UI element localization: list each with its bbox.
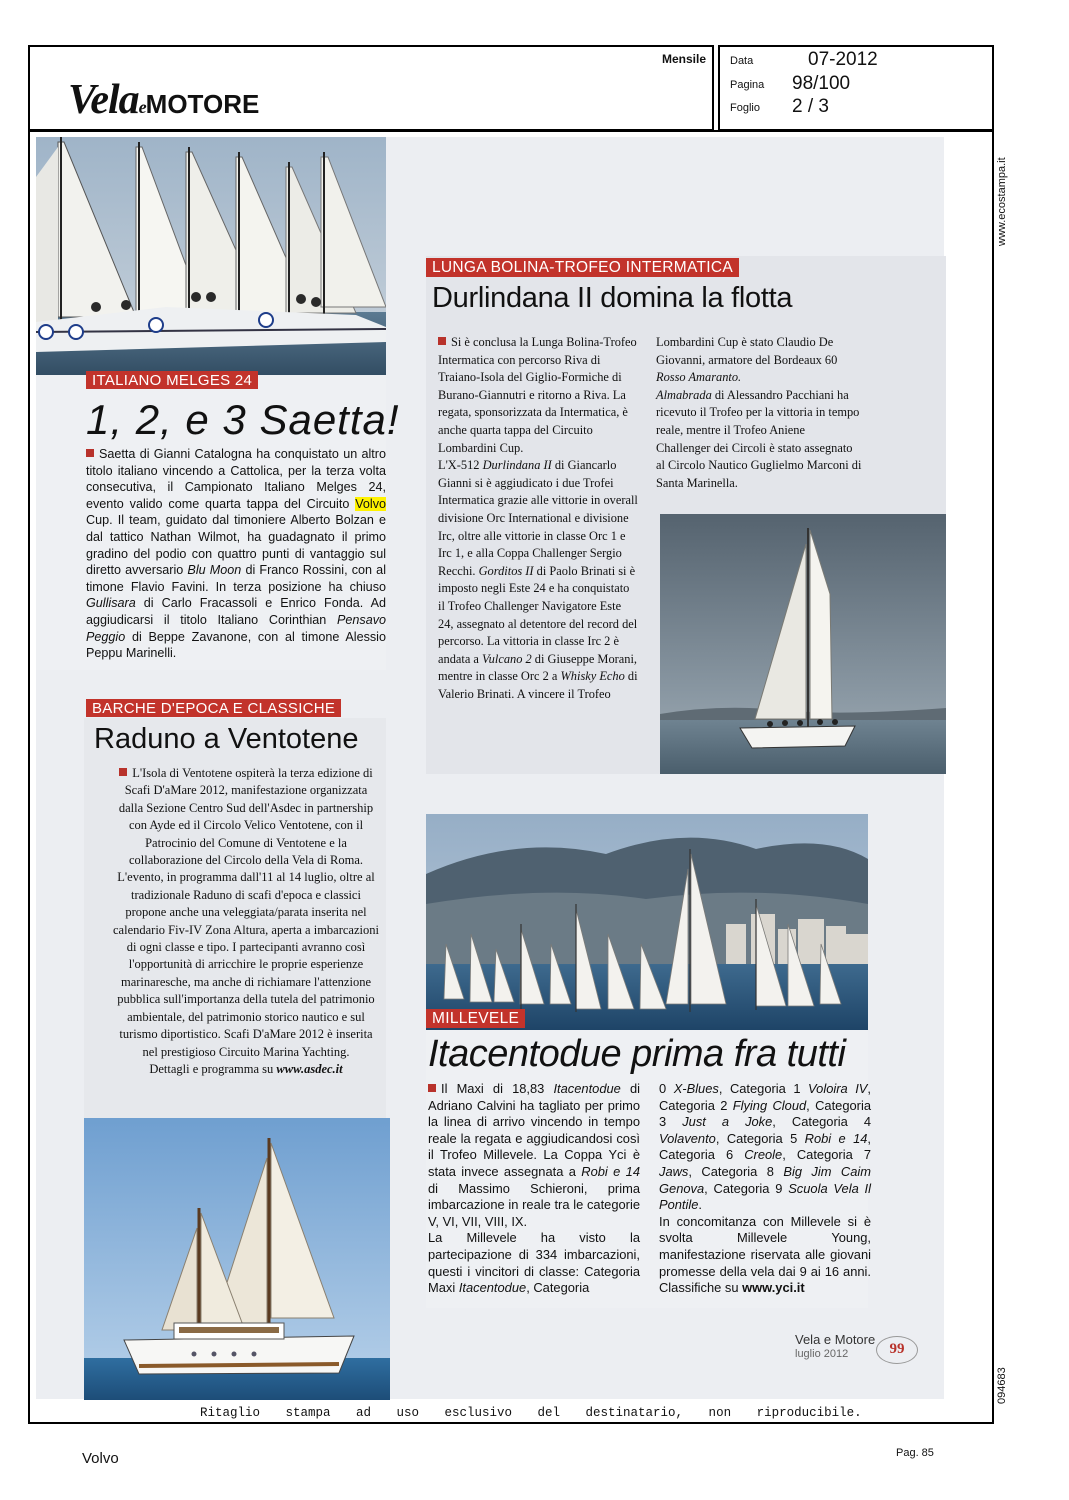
bolina-col2-text-1: Lombardini Cup è stato Claudio De Giovanni, armatore del Bordeaux 60 xyxy=(656,335,838,367)
date-label: Data xyxy=(730,55,754,67)
bolina-col1 xyxy=(438,334,638,703)
boat-name: Gorditos II xyxy=(478,563,534,578)
millevele-col2-text: , Categoria 1 xyxy=(718,1081,809,1096)
boat-name: Gullisara xyxy=(86,596,136,611)
millevele-col1-text-3: di Massimo Schieroni, prima imbarcazione in reale tra le categorie V, VI, VII, VIII, IX. xyxy=(428,1180,640,1229)
boat-name: Durlindana II xyxy=(482,458,552,473)
melges-text-2: Cup. Il team, guidato dal timoniere Alberto Bolzan e dal tattico Nathan Wilmot, ha guadagnato il primo gradino del podio con quattro punti di vantaggio sul diretto avversario xyxy=(86,513,386,578)
ketch-photo xyxy=(84,1118,390,1400)
bullet-square-icon xyxy=(428,1084,436,1092)
bullet-square-icon xyxy=(119,768,127,776)
magazine-page-number: 99 xyxy=(876,1336,918,1364)
melges-body xyxy=(86,446,386,662)
logo-motore: MOTORE xyxy=(145,89,260,119)
boat-name: Just a Joke xyxy=(682,1114,773,1130)
millevele-col2-text: , Categoria 2 xyxy=(659,1081,871,1113)
durlindana-photo xyxy=(660,514,946,774)
millevele-photo xyxy=(426,814,868,1030)
boat-name: Flying Cloud xyxy=(732,1097,807,1113)
masthead-logo xyxy=(68,76,259,124)
page-value: 98/100 xyxy=(792,73,851,94)
epoca-body xyxy=(113,765,379,1078)
millevele-col1-text-4: La Millevele ha visto la partecipazione di 334 imbarcazioni, questi i vincitori di classe: Categoria Maxi xyxy=(428,1230,640,1296)
epoca-text-3: Dettagli e programma su xyxy=(149,1061,277,1076)
boat-name: Voloira IV xyxy=(808,1081,868,1096)
millevele-col2-text: In concomitanza con Millevele si è svolta Millevele Young, manifestazione riservata alle giovani promesse della vela dai 9 ai 16 anni. Classifiche su xyxy=(659,1213,871,1296)
boat-name: Scuola Vela Il Pontile xyxy=(659,1180,871,1213)
melges-text-5: di Beppe Zavanone, con al timone Alessio Peppu Marinelli. xyxy=(86,629,386,661)
side-code: 094683 xyxy=(996,1367,1008,1404)
epoca-text-1: L'Isola di Ventotene ospiterà la terza edizione di Scafi D'aMare 2012, manifestazione organizzata dalla Sezione Centro Sud dell'Asdec in partnership con Ayde ed il Circolo Velico Ventotene, con il Patrocinio del Comune di Ventotene e la collaborazione del Circolo della Vela di Roma. xyxy=(118,766,374,868)
epoca-section-tag: BARCHE D'EPOCA E CLASSICHE xyxy=(86,699,341,717)
millevele-col1-text-1: Il Maxi di 18,83 xyxy=(441,1081,554,1096)
page-label: Pagina xyxy=(730,79,765,91)
clipping-notice: Ritaglio stampa ad uso esclusivo del destinatario, non riproducibile. xyxy=(200,1406,862,1420)
melges-text-1: Saetta di Gianni Catalogna ha conquistato un altro titolo italiano vincendo a Cattolica, per la terza volta consecutiva, il Campionato Italiano Melges 24, evento valido come quarta tappa del Circuito xyxy=(86,447,386,511)
millevele-col2-text: , Categoria 4 xyxy=(772,1114,871,1130)
boat-name: Volavento xyxy=(659,1130,716,1146)
bolina-section-tag: LUNGA BOLINA-TROFEO INTERMATICA xyxy=(426,258,739,277)
logo-e: e xyxy=(138,97,146,117)
footer-page-number: Pag. 85 xyxy=(896,1447,934,1459)
bullet-square-icon xyxy=(438,337,446,345)
millevele-col1-text-2: di Adriano Calvini ha tagliato per primo la linea di arrivo vincendo in tempo reale la regata e aggiudicandosi così il Trofeo Millevele. La Coppa Yci è stata invece assegnata a xyxy=(428,1081,641,1179)
boat-name: Robi e 14 xyxy=(804,1130,868,1146)
melges-section-tag: ITALIANO MELGES 24 xyxy=(86,371,258,389)
boat-name: Blu Moon xyxy=(187,563,242,578)
durlindana-photo-graphic xyxy=(660,514,946,774)
millevele-col2-text: , Categoria 6 xyxy=(659,1130,872,1163)
millevele-col1 xyxy=(428,1081,640,1297)
millevele-col2 xyxy=(659,1081,871,1297)
millevele-col2-text: . xyxy=(698,1197,703,1213)
client-brand: Volvo xyxy=(82,1450,119,1467)
millevele-col2-text: , Categoria 7 xyxy=(782,1147,871,1163)
boat-name: Big Jim Caim Genova xyxy=(659,1163,872,1196)
magazine-date: luglio 2012 xyxy=(795,1348,849,1360)
boat-name: Creole xyxy=(744,1147,783,1163)
magazine-page-mark xyxy=(795,1332,875,1360)
millevele-section-tag: MILLEVELE xyxy=(426,1009,525,1028)
melges-text-4: di Carlo Fracassoli e Enrico Fonda. Ad aggiudicarsi il titolo Italiano Corinthian xyxy=(86,596,386,627)
bolina-col1-text-6: di Valerio Brinati. A vincere il Trofeo xyxy=(438,669,638,701)
epoca-text-2: L'evento, in programma dall'11 al 14 luglio, oltre al tradizionale Raduno di scafi d'epoca e classici propone anche una veleggiata/parata inserita nel calendario Fiv-IV Zona Altura, aperta a imbarcazioni di ogni classe e tipo. I partecipanti avranno così l'opportunità di arricchire le proprie esperienze marinaresche, ma anche di richiamare l'attenzione pubblica sull'importanza della tutela del patrimonio ambientale, del patrimonio storico nautico e sul turismo diportistico. Scafi D'aMare 2012 è inserita nel prestigioso Circuito Marina Yachting. xyxy=(113,870,379,1059)
bolina-col1-text-4: di Paolo Brinati si è imposto negli Este 24 e ha conquistato il Trofeo Challenger Navigatore Este 24, assegnato al detentore del record del percorso. La vittoria in classe Irc 2 è andata a xyxy=(438,563,638,666)
logo-vela: Vela xyxy=(68,77,139,123)
ketch-photo-graphic xyxy=(84,1118,390,1400)
melges-photo xyxy=(36,137,386,375)
bullet-square-icon xyxy=(86,449,94,457)
boat-name: Jaws xyxy=(659,1163,689,1179)
millevele-col2-text: , Categoria 9 xyxy=(704,1180,789,1196)
boat-name: X-Blues xyxy=(673,1081,719,1096)
frequency-label: Mensile xyxy=(662,52,707,66)
millevele-col2-text: , Categoria 5 xyxy=(715,1130,805,1146)
boat-name: Vulcano 2 xyxy=(482,651,532,666)
boat-name: Itacentodue xyxy=(458,1280,527,1296)
millevele-col2-text: , Categoria 3 xyxy=(659,1097,871,1130)
bolina-headline: Durlindana II domina la flotta xyxy=(432,282,793,314)
bolina-col1-text-3: di Giancarlo Gianni si è aggiudicato i due Trofei Intermatica grazie alle vittorie in overall divisione Orc International e divisione Irc, oltre alle vittorie in classe Orc 1 e Irc 1, e alla Coppa Challenger Sergio Recchi. xyxy=(438,458,638,578)
millevele-headline: Itacentodue prima fra tutti xyxy=(428,1033,846,1075)
boat-name: Almabrada xyxy=(656,387,712,402)
millevele-col2-text: , Categoria 8 xyxy=(688,1163,784,1179)
melges-photo-graphic xyxy=(36,137,386,375)
boat-name: Whisky Echo xyxy=(560,669,625,684)
sheet-label: Foglio xyxy=(730,102,760,114)
epoca-headline: Raduno a Ventotene xyxy=(94,723,359,755)
boat-name: Pensavo Peggio xyxy=(86,612,386,644)
melges-headline: 1, 2, e 3 Saetta! xyxy=(86,396,400,443)
millevele-col1-text-5: , Categoria xyxy=(526,1280,590,1296)
sheet-value: 2 / 3 xyxy=(792,96,829,117)
side-website: www.ecostampa.it xyxy=(996,157,1008,246)
link-asdec[interactable]: www.asdec.it xyxy=(276,1061,343,1076)
boat-name: Itacentodue xyxy=(553,1081,621,1096)
millevele-photo-graphic xyxy=(426,814,868,1030)
melges-text-3: di Franco Rossini, con al timone Flavio Favini. In terza posizione ha chiuso xyxy=(86,563,386,594)
bolina-col2 xyxy=(656,334,862,492)
link-yci[interactable]: www.yci.it xyxy=(742,1280,805,1296)
date-value: 07-2012 xyxy=(808,49,878,70)
boat-name: Robi e 14 xyxy=(581,1163,640,1179)
bolina-col1-text-1: Si è conclusa la Lunga Bolina-Trofeo Intermatica con percorso Riva di Traiano-Isola del Giglio-Formiche di Burano-Giannutri e ritorno a Riva. La regata, sponsorizzata da Intermatica, è anche quarta tappa del Circuito Lombardini Cup. xyxy=(438,335,637,455)
bolina-col1-text-2: L'X-512 xyxy=(438,458,483,473)
bolina-col2-text-2: di Alessandro Pacchiani ha ricevuto il Trofeo per la vittoria in tempo reale, mentre il Trofeo Aniene Challenger dei Circoli è stato assegnato al Circolo Nautico Guglielmo Marconi di Santa Marinella. xyxy=(656,387,862,490)
highlighted-volvo: Volvo xyxy=(355,496,386,511)
bolina-col1-text-5: di Giuseppe Morani, mentre in classe Orc 2 a xyxy=(438,651,638,684)
millevele-col2-text: 0 xyxy=(659,1081,674,1096)
magazine-name: Vela e Motore xyxy=(795,1332,876,1347)
boat-name: Rosso Amaranto. xyxy=(656,370,742,385)
